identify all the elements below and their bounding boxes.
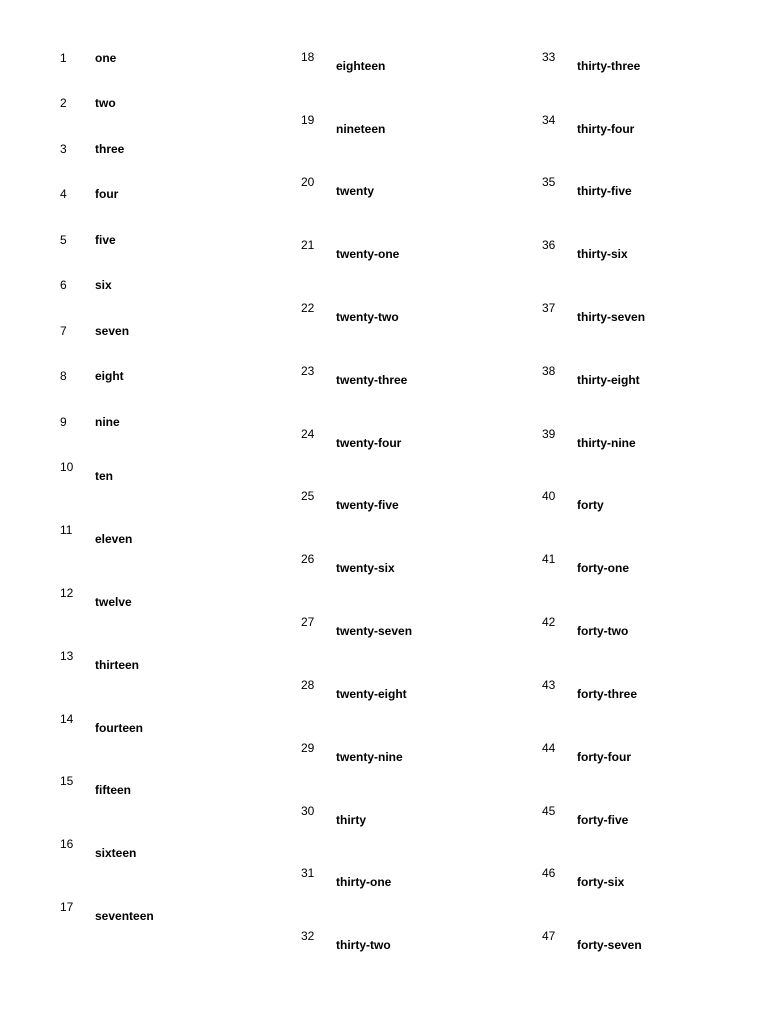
item-word: nine <box>95 415 120 429</box>
item-word: forty-one <box>577 561 629 575</box>
item-word: seventeen <box>95 909 154 923</box>
item-number: 6 <box>60 278 67 292</box>
item-word: forty-six <box>577 875 625 889</box>
item-number: 15 <box>60 774 74 788</box>
item-number: 38 <box>542 364 556 378</box>
item-number: 1 <box>60 51 67 65</box>
list-item <box>301 550 531 590</box>
item-word: twenty-nine <box>336 750 403 764</box>
item-word: twenty-four <box>336 436 402 450</box>
item-number: 47 <box>542 929 556 943</box>
list-item <box>542 111 768 151</box>
list-item <box>542 48 768 88</box>
item-number: 35 <box>542 175 556 189</box>
list-item <box>542 550 768 590</box>
item-number: 5 <box>60 233 67 247</box>
item-word: thirty-five <box>577 184 632 198</box>
list-item <box>60 49 290 89</box>
list-item <box>542 927 768 967</box>
list-item <box>542 299 768 339</box>
item-word: two <box>95 96 116 110</box>
item-word: six <box>95 278 112 292</box>
item-number: 2 <box>60 96 67 110</box>
item-word: twenty-eight <box>336 687 407 701</box>
item-number: 43 <box>542 678 556 692</box>
item-number: 22 <box>301 301 315 315</box>
item-number: 42 <box>542 615 556 629</box>
item-word: thirty-eight <box>577 373 640 387</box>
item-word: thirty-nine <box>577 436 636 450</box>
list-item <box>60 772 290 812</box>
item-number: 18 <box>301 50 315 64</box>
item-number: 16 <box>60 837 74 851</box>
list-item <box>301 613 531 653</box>
item-word: eighteen <box>336 59 386 73</box>
list-item <box>301 48 531 88</box>
list-item <box>60 413 290 453</box>
list-item <box>542 487 768 527</box>
list-item <box>60 898 290 938</box>
item-number: 10 <box>60 460 74 474</box>
list-item <box>60 231 290 271</box>
item-number: 12 <box>60 586 74 600</box>
item-word: thirteen <box>95 658 140 672</box>
list-item <box>542 173 768 213</box>
item-word: thirty-six <box>577 247 628 261</box>
item-number: 9 <box>60 415 67 429</box>
list-item <box>60 835 290 875</box>
item-word: thirty <box>336 813 366 827</box>
item-word: twenty-seven <box>336 624 413 638</box>
list-item <box>542 802 768 842</box>
item-number: 28 <box>301 678 315 692</box>
item-number: 25 <box>301 489 315 503</box>
item-number: 27 <box>301 615 315 629</box>
list-item <box>60 584 290 624</box>
item-number: 21 <box>301 238 315 252</box>
item-number: 17 <box>60 900 74 914</box>
item-word: one <box>95 51 117 65</box>
item-number: 36 <box>542 238 556 252</box>
item-number: 8 <box>60 369 67 383</box>
item-word: twelve <box>95 595 132 609</box>
item-word: twenty <box>336 184 375 198</box>
item-word: eight <box>95 369 124 383</box>
list-item <box>542 613 768 653</box>
list-item <box>301 173 531 213</box>
item-word: four <box>95 187 119 201</box>
item-number: 31 <box>301 866 315 880</box>
item-number: 29 <box>301 741 315 755</box>
list-item <box>301 111 531 151</box>
list-item <box>60 140 290 180</box>
list-item <box>301 236 531 276</box>
list-item <box>301 739 531 779</box>
list-item <box>60 521 290 561</box>
item-word: thirty-four <box>577 122 635 136</box>
list-item <box>542 739 768 779</box>
list-item <box>301 676 531 716</box>
item-number: 7 <box>60 324 67 338</box>
item-number: 34 <box>542 113 556 127</box>
item-number: 33 <box>542 50 556 64</box>
item-number: 23 <box>301 364 315 378</box>
item-word: thirty-two <box>336 938 391 952</box>
item-word: thirty-three <box>577 59 641 73</box>
item-word: forty <box>577 498 604 512</box>
item-word: forty-seven <box>577 938 642 952</box>
item-word: ten <box>95 469 113 483</box>
list-item <box>301 927 531 967</box>
list-item <box>301 425 531 465</box>
item-number: 3 <box>60 142 67 156</box>
item-number: 39 <box>542 427 556 441</box>
item-word: twenty-six <box>336 561 395 575</box>
item-word: fourteen <box>95 721 143 735</box>
list-item <box>301 802 531 842</box>
item-word: twenty-two <box>336 310 399 324</box>
list-item <box>60 710 290 750</box>
list-item <box>301 362 531 402</box>
list-item <box>542 676 768 716</box>
item-number: 37 <box>542 301 556 315</box>
list-item <box>60 367 290 407</box>
list-item <box>542 864 768 904</box>
list-item <box>60 185 290 225</box>
list-item <box>301 487 531 527</box>
item-word: seven <box>95 324 130 338</box>
item-word: forty-two <box>577 624 629 638</box>
item-number: 4 <box>60 187 67 201</box>
list-item <box>542 236 768 276</box>
item-word: forty-four <box>577 750 631 764</box>
list-item <box>60 647 290 687</box>
item-number: 26 <box>301 552 315 566</box>
item-word: twenty-five <box>336 498 399 512</box>
item-number: 13 <box>60 649 74 663</box>
item-word: forty-five <box>577 813 629 827</box>
list-item <box>60 276 290 316</box>
item-word: eleven <box>95 532 133 546</box>
item-word: twenty-three <box>336 373 408 387</box>
list-item <box>60 94 290 134</box>
item-number: 24 <box>301 427 315 441</box>
item-number: 20 <box>301 175 315 189</box>
list-item <box>301 864 531 904</box>
item-word: forty-three <box>577 687 638 701</box>
item-number: 32 <box>301 929 315 943</box>
list-item <box>60 322 290 362</box>
item-number: 41 <box>542 552 556 566</box>
item-word: three <box>95 142 125 156</box>
item-number: 14 <box>60 712 74 726</box>
item-number: 11 <box>60 523 73 537</box>
item-number: 45 <box>542 804 556 818</box>
list-item <box>301 299 531 339</box>
item-word: fifteen <box>95 783 131 797</box>
item-word: twenty-one <box>336 247 400 261</box>
item-word: thirty-one <box>336 875 392 889</box>
item-word: sixteen <box>95 846 137 860</box>
item-number: 46 <box>542 866 556 880</box>
item-word: nineteen <box>336 122 386 136</box>
item-number: 40 <box>542 489 556 503</box>
item-number: 30 <box>301 804 315 818</box>
list-item <box>542 362 768 402</box>
item-number: 19 <box>301 113 315 127</box>
list-item <box>542 425 768 465</box>
list-item <box>60 458 290 498</box>
item-number: 44 <box>542 741 556 755</box>
item-word: thirty-seven <box>577 310 646 324</box>
item-word: five <box>95 233 116 247</box>
